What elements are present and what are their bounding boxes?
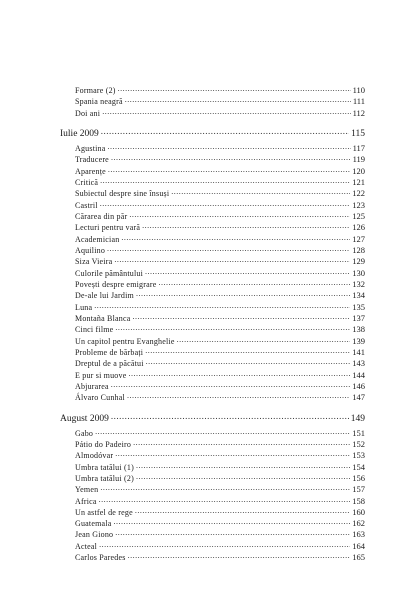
dot-leader (99, 541, 350, 549)
entry-title: Yemen (75, 485, 99, 495)
toc-entry (60, 188, 365, 199)
dot-leader (171, 188, 350, 196)
toc-section-heading (60, 128, 365, 141)
entry-page-number: 146 (352, 380, 365, 391)
section-page-number: 149 (350, 413, 365, 424)
entry-title: Aquilino (75, 245, 106, 255)
entry-page-number: 122 (352, 188, 365, 199)
dot-leader (121, 234, 350, 242)
toc-entry (60, 518, 365, 529)
entry-title: Dreptul de a păcătui (75, 359, 144, 369)
entry-title: Montaña Blanca (75, 313, 131, 323)
entry-title: Agustina (75, 143, 106, 153)
entry-title: Abjurarea (75, 381, 109, 391)
entry-page-number: 160 (352, 506, 365, 517)
dot-leader (146, 358, 351, 366)
entry-title: Africa (75, 496, 97, 506)
toc-entry (60, 313, 365, 324)
toc-entry (60, 222, 365, 233)
entry-title: Un astfel de rege (75, 507, 133, 517)
dot-leader (108, 166, 350, 174)
entry-title: E pur si muove (75, 370, 127, 380)
dot-leader (101, 128, 349, 136)
toc-entry (60, 496, 365, 507)
section-title: August 2009 (60, 413, 109, 424)
entry-title: De-ale lui Jardim (75, 291, 134, 301)
dot-leader (100, 177, 350, 185)
section-page-number: 115 (351, 128, 365, 139)
entry-title: Cărarea din păr (75, 211, 128, 221)
entry-page-number: 132 (352, 278, 365, 289)
toc-entry (60, 324, 365, 335)
dot-leader (102, 108, 350, 116)
toc-entry (60, 347, 365, 358)
toc-entry (60, 234, 365, 245)
dot-leader (142, 222, 350, 230)
toc-entry (60, 211, 365, 222)
dot-leader (107, 245, 350, 253)
entry-title: Guatemala (75, 519, 112, 529)
toc-entry (60, 370, 365, 381)
dot-leader (128, 552, 351, 560)
entry-page-number: 120 (352, 165, 365, 176)
dot-leader (145, 268, 350, 276)
entry-title: Formare (2) (75, 86, 116, 95)
toc-entry (60, 279, 365, 290)
toc-entry (60, 450, 365, 461)
toc-entry (60, 428, 365, 439)
entry-page-number: 147 (352, 392, 365, 403)
dot-leader (128, 370, 350, 378)
entry-page-number: 119 (352, 154, 365, 165)
entry-title: Umbra tatălui (2) (75, 473, 134, 483)
toc-entry (60, 245, 365, 256)
toc-entry (60, 381, 365, 392)
dot-leader (108, 143, 351, 151)
toc-entry (60, 336, 365, 347)
toc-entry (60, 154, 365, 165)
entry-page-number: 110 (352, 85, 365, 95)
toc-entry (60, 200, 365, 211)
entry-title: Povești despre emigrare (75, 279, 157, 289)
entry-page-number: 156 (352, 472, 365, 483)
entry-title: Álvaro Cunhal (75, 393, 125, 403)
toc-entry (60, 143, 365, 154)
dot-leader (111, 413, 349, 421)
entry-title: Culorile pământului (75, 268, 144, 278)
dot-leader (125, 96, 351, 104)
entry-page-number: 138 (352, 324, 365, 335)
entry-title: Lecturi pentru vară (75, 223, 141, 233)
entry-title: Pátio do Padeiro (75, 439, 132, 449)
entry-page-number: 126 (352, 222, 365, 233)
dot-leader (94, 302, 350, 310)
entry-page-number: 117 (352, 142, 365, 153)
entry-title: Cinci filme (75, 325, 114, 335)
dot-leader (114, 256, 350, 264)
entry-page-number: 164 (352, 540, 365, 551)
entry-title: Probleme de bărbați (75, 347, 144, 357)
entry-page-number: 123 (352, 199, 365, 210)
dot-leader (115, 324, 350, 332)
entry-page-number: 154 (352, 461, 365, 472)
entry-title: Acteal (75, 541, 98, 551)
entry-page-number: 141 (352, 346, 365, 357)
dot-leader (100, 200, 351, 208)
entry-page-number: 130 (352, 267, 365, 278)
entry-page-number: 134 (352, 290, 365, 301)
dot-leader (136, 290, 350, 298)
entry-page-number: 157 (352, 484, 365, 495)
toc-entry (60, 302, 365, 313)
toc-entry (60, 268, 365, 279)
entry-page-number: 137 (352, 312, 365, 323)
toc-entry (60, 484, 365, 495)
dot-leader (133, 439, 350, 447)
toc-entry (60, 358, 365, 369)
toc-entry (60, 108, 365, 119)
entry-title: Aparențe (75, 166, 106, 176)
toc-entry (60, 462, 365, 473)
toc-entry (60, 552, 365, 563)
toc-entry (60, 177, 365, 188)
entry-page-number: 121 (352, 176, 365, 187)
table-of-contents (60, 85, 365, 563)
entry-page-number: 152 (352, 438, 365, 449)
dot-leader (118, 85, 351, 93)
dot-leader (95, 428, 350, 436)
entry-title: Doi ani (75, 108, 101, 118)
entry-page-number: 158 (352, 495, 365, 506)
entry-title: Jean Giono (75, 530, 114, 540)
dot-leader (113, 518, 350, 526)
toc-entry (60, 290, 365, 301)
dot-leader (136, 462, 350, 470)
entry-title: Subiectul despre sine însuși (75, 189, 170, 199)
toc-entry (60, 166, 365, 177)
toc-entry (60, 541, 365, 552)
entry-title: Un capitol pentru Evanghelie (75, 336, 175, 346)
dot-leader (145, 347, 350, 355)
entry-title: Almodóvar (75, 451, 114, 461)
entry-title: Siza Vieira (75, 257, 113, 267)
entry-page-number: 111 (352, 96, 365, 107)
entry-title: Castril (75, 200, 98, 210)
toc-entry (60, 96, 365, 107)
entry-title: Critică (75, 177, 99, 187)
dot-leader (132, 313, 350, 321)
entry-page-number: 151 (352, 427, 365, 438)
entry-page-number: 112 (352, 107, 365, 118)
dot-leader (100, 484, 350, 492)
toc-entry (60, 473, 365, 484)
entry-page-number: 163 (352, 529, 365, 540)
dot-leader (158, 279, 350, 287)
dot-leader (127, 392, 350, 400)
dot-leader (136, 473, 350, 481)
dot-leader (99, 496, 351, 504)
dot-leader (111, 381, 350, 389)
entry-page-number: 143 (352, 358, 365, 369)
entry-page-number: 144 (352, 369, 365, 380)
entry-title: Carlos Paredes (75, 553, 126, 563)
toc-entry (60, 392, 365, 403)
dot-leader (115, 529, 350, 537)
toc-entry (60, 439, 365, 450)
dot-leader (115, 450, 350, 458)
entry-title: Academician (75, 234, 120, 244)
toc-entry (60, 85, 365, 96)
dot-leader (177, 336, 351, 344)
dot-leader (135, 507, 350, 515)
dot-leader (111, 154, 351, 162)
entry-page-number: 139 (352, 335, 365, 346)
entry-page-number: 162 (352, 518, 365, 529)
entry-page-number: 129 (352, 256, 365, 267)
entry-page-number: 127 (352, 233, 365, 244)
entry-page-number: 125 (352, 210, 365, 221)
toc-entry (60, 507, 365, 518)
entry-page-number: 135 (352, 301, 365, 312)
dot-leader (129, 211, 350, 219)
toc-entry (60, 256, 365, 267)
entry-title: Traducere (75, 155, 109, 165)
section-title: Iulie 2009 (60, 128, 99, 139)
toc-section-heading (60, 413, 365, 426)
entry-title: Spania neagră (75, 97, 123, 107)
entry-title: Luna (75, 302, 93, 312)
entry-page-number: 153 (352, 450, 365, 461)
toc-entry (60, 529, 365, 540)
entry-page-number: 128 (352, 244, 365, 255)
entry-page-number: 165 (352, 552, 365, 563)
entry-title: Umbra tatălui (1) (75, 462, 134, 472)
entry-title: Gabo (75, 428, 94, 438)
